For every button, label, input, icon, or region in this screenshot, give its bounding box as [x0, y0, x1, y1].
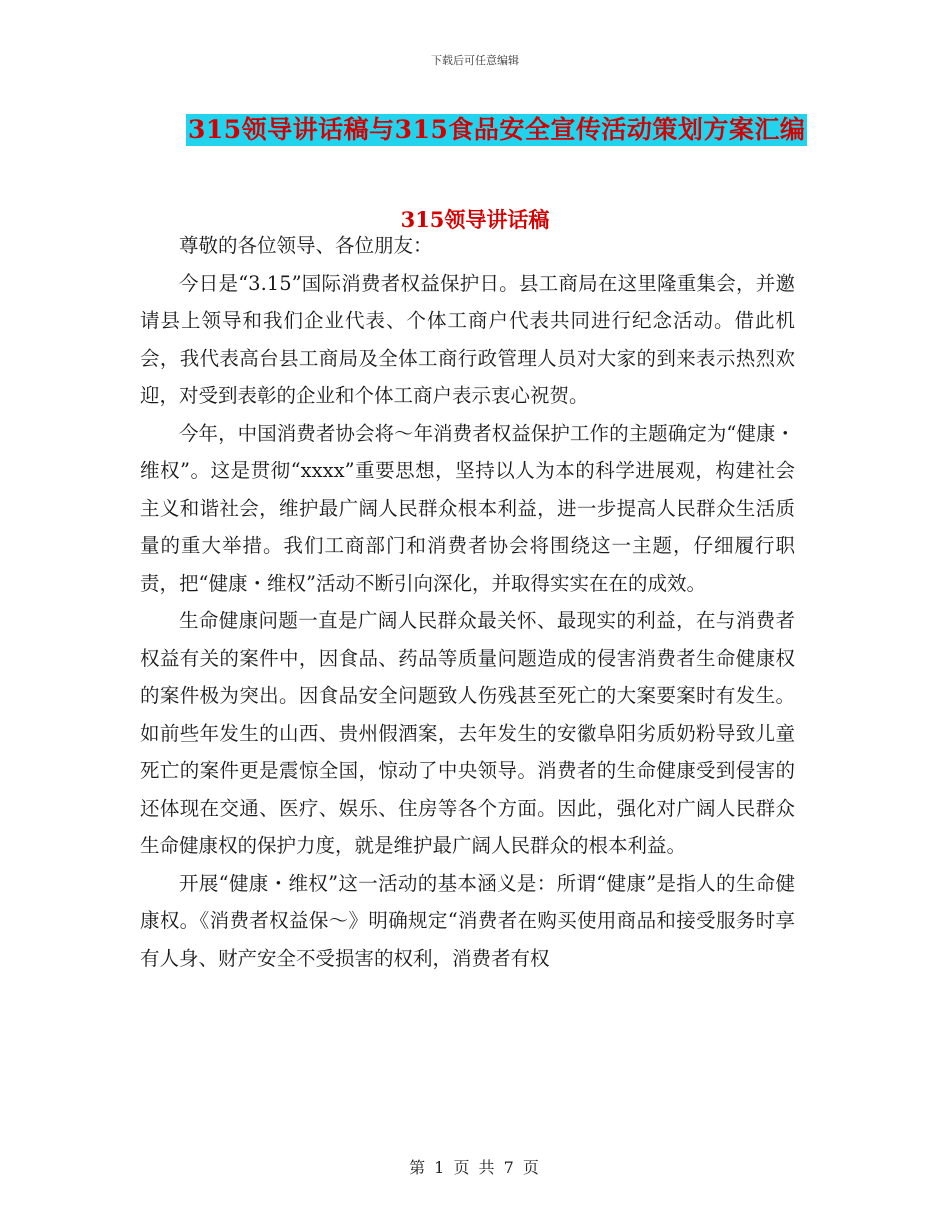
paragraph: 生命健康问题一直是广阔人民群众最关怀、最现实的利益，在与消费者权益有关的案件中，因食品、药品等质量问题造成的侵害消费者生命健康权的案件极为突出。因食品安全问题致人伤残甚至死亡的大案要案时有发生。如前些年发生的山西、贵州假酒案，去年发生的安徽阜阳劣质奶粉导致儿童死亡的案件更是震惊全国，惊动了中央领导。消费者的生命健康受到侵害的还体现在交通、医疗、娱乐、住房等各个方面。因此，强化对广阔人民群众生命健康权的保护力度，就是维护最广阔人民群众的根本利益。: [140, 609, 795, 857]
header-note: 下载后可任意编辑: [431, 54, 519, 67]
paragraph: 今年，中国消费者协会将～年消费者权益保护工作的主题确定为“健康・维权”。这是贯彻“xxxx”重要思想，坚持以人为本的科学进展观，构建社会主义和谐社会，维护最广阔人民群众根本利益，进一步提高人民群众生活质量的重大举措。我们工商部门和消费者协会将围绕这一主题，仔细履行职责，把“健康・维权”活动不断引向深化，并取得实实在在的成效。: [140, 421, 795, 595]
section-title: 315领导讲话稿: [400, 207, 550, 232]
paragraph: 开展“健康・维权”这一活动的基本涵义是：所谓“健康”是指人的生命健康权。《消费者权益保～》明确规定“消费者在购买使用商品和接受服务时享有人身、财产安全不受损害的权利，消费者有权: [140, 871, 795, 970]
paragraph-salutation: 尊敬的各位领导、各位朋友：: [179, 234, 433, 257]
paragraph: 今日是“3.15”国际消费者权益保护日。县工商局在这里隆重集会，并邀请县上领导和我们企业代表、个体工商户代表共同进行纪念活动。借此机会，我代表高台县工商局及全体工商行政管理人员对大家的到来表示热烈欢迎，对受到表彰的企业和个体工商户表示衷心祝贺。: [140, 271, 795, 407]
page-number: 第 1 页 共 7 页: [409, 1158, 541, 1177]
body-text: [140, 227, 795, 977]
document-title: 315领导讲话稿与315食品安全宣传活动策划方案汇编: [188, 115, 806, 144]
